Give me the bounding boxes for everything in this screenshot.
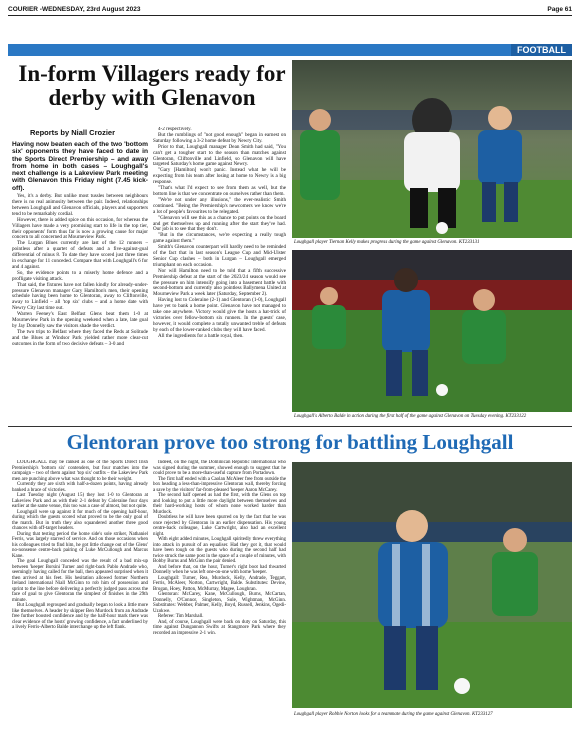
story2-paragraph: During that testing period the home side's sole striker, Nathaniel Ferris, was largely starved of service. And on those occasions when his colleagues tried to find him, he got little change out of the Glens' no-nonsense centre-back pairing of Luke McCullough and Marcus Kane.	[12, 531, 148, 559]
football-action-photo	[292, 462, 572, 708]
football-action-photo	[292, 60, 572, 238]
story1-paragraph: The two trips to Belfast where they faced the Reds at Solitude and the Blues at Windsor Park yielded rather more clear-cut outcomes in the form of two decisive defeats – 3-0 and	[12, 328, 148, 347]
story1-paragraph: However, there is added spice on this occasion, for whereas the Villagers have made a very promising start to life in the top tier, their opponents' form thus far is now a growing cause for major concern to all concerned at Mourneview Park.	[12, 216, 148, 241]
section-label: FOOTBALL	[511, 44, 572, 56]
story2-paragraph: And before that, on the hour, Turner's right boot had thwarted Donnelly when he was left one-on-one with home 'keeper.	[153, 564, 286, 575]
story1-paragraph: All the ingredients for a battle royal, then.	[158, 332, 244, 339]
story2-paragraph: Indeed, on the night, the Dominican Republic international who was signed during the summer, showed enough to suggest that he could prove to be a more-than-useful capture from Portadown.	[153, 460, 286, 476]
story1-paragraph: So, the evidence points to a miserly home defence and a profligate visiting attack.	[12, 269, 148, 282]
story2-column-1	[12, 460, 148, 732]
story2-paragraph: Currently they are sixth with half-a-dozen points, having already banked a brace of victories.	[12, 482, 148, 493]
story1-paragraph: "We're not under any illusions," the ever-realistic Smith continued. "Being the Premiership's newcomers we know we're a lot of people's favourites to be relegated.	[153, 196, 286, 215]
story1-headline: In-form Villagers ready for derby with Glenavon	[18, 61, 286, 110]
football-action-photo	[292, 250, 572, 412]
story2-paragraph: The goal Loughgall conceded was the result of a bad mix-up between 'keeper Borsini Turner and right-back Pablo Andrade who, seemingly having called for the ball, then appeared surprised when it then arrived at his feet. His hesitation allowed former Northern Ireland international Niall McGinn to rob him of possession and sprint to the line before delivering a perfectly judged pass across the face of goal to give Glentoran the simplest of finishes in the 29th minute.	[12, 559, 148, 603]
story1-paragraph: 4-2 respectively.	[158, 127, 192, 132]
story1-paragraph: "That's what I'd expect to see from them as well, but the bottom line is that we concentrate on ourselves rather than them.	[153, 185, 286, 197]
story2-column-2	[153, 460, 286, 732]
story1-paragraph: Nor will Hamilton need to be told that a fifth successive Premiership defeat at the start of the 2023/24 season would see the pressure on him intensify going into a basement battle with second-bottom and currently also pointless Ballymena United at Mourneview Park a week later (Saturday, September 2).	[153, 267, 286, 298]
photo-2-caption: Loughgall's Alberto Balde in action during the first half of the game against Glenavon on Tuesday evening. KT233122	[294, 414, 527, 419]
story1-paragraph: "Gary [Hamilton] won't panic. Instead what he will be expecting from his team after losing at home to Newry is a big response.	[153, 167, 286, 186]
story1-paragraph: Smith's Glenavon counterpart will hardly need to be reminded of the fact that in last season's League Cup and Mid-Ulster Senior Cup clashes – both in Lurgan – Loughgall emerged triumphant on each occasion.	[153, 244, 286, 268]
story1-paragraph: Prior to that, Loughgall manager Dean Smith had said, "You can't get a tougher start to the season than matches against Glentoran, Cliftonville and Linfield, so Glenavon will have targeted Saturday's home game against Newry.	[153, 143, 286, 168]
section-bar	[8, 44, 572, 56]
match-photo-1	[292, 60, 572, 238]
story1-column-2	[153, 127, 286, 421]
story2-paragraph: But Loughgall regrouped and gradually began to look a little more like themselves. A header by skipper Ben Murdock from an Andrade free further boosted confidence and by the half-hour mark there was clear evidence of the hosts' growing confidence, a fact underlined by a lively Ferris-Alberto Balde interchange up the left flank.	[12, 603, 148, 630]
photo-1-caption: Loughgall player Tiernan Kelly makes progress during the game against Glenavon. KT233131	[294, 240, 480, 245]
story1-lead: Having now beaten each of the two 'bottom six' opponents they have faced to date in the Sports Direct Premiership – and away from home in both cases – Loughgall's next challenge is a Lakeview Park meeting with Glenavon this Friday night (7.45 kick-off).	[12, 141, 148, 192]
story2-headline: Glentoran prove too strong for battling Loughgall	[66, 430, 514, 454]
story2-paragraph: Loughgall: Turner, Rea, Murdock, Kelly, Andrade, Teggart, Ferris, McAleer, Norton, Cartwright, Balde. Substitutes: Devine, Brogan, Hoey, Patton, McMurray, Magee, Loughran.	[153, 575, 286, 592]
match-photo-3	[292, 462, 572, 708]
story2-paragraph: The second half opened as had the first, with the Glens on top and looking to put a little more daylight between themselves and their hard-working hosts of whom none worked harder than Murdock.	[153, 493, 286, 515]
photo-3-caption: Loughgall player Robbie Norton looks for a teammate during the game against Glenavon. KT233127	[294, 712, 493, 717]
story1-paragraph: But the rumblings of "not good enough" began in earnest on Saturday following a 3-2 home defeat by Newry City.	[153, 131, 286, 144]
story1-paragraph: Warren Feeney's East Belfast Glens beat them 1-0 at Mourneview Park in the opening weekend when a late, late goal by Jay Donnelly saw the visitors shade the verdict.	[12, 311, 148, 330]
story1-byline: Reports by Niall Crozier	[30, 128, 116, 137]
story1-paragraph: Yes, it's a derby. But unlike most tussles between neighbours there is no real animosity between the pair. Indeed, relationships between Loughgall and Glenavon officials, players and supporters tend to be remarkably cordial.	[12, 193, 148, 217]
story2-paragraph: Referee: Tim Marshall.	[158, 614, 204, 619]
paper-dateline: COURIER -WEDNESDAY, 23rd August 2023	[8, 5, 141, 13]
story2-paragraph: Doubtless he will have been spurred on by the fact that he was once rejected by Glentoran in an earlier dispensation. His young centre-back colleague, Luke Cartwright, also had an excellent night.	[153, 515, 286, 537]
story2-paragraph: Loughgall were up against it for much of the opening half-hour, during which the guests scored what proved to be the only goal of the match. But in truth they also squandered another three good chances with off-target headers.	[12, 509, 148, 531]
story2-paragraph: Glentoran: McCarey, Kane, McCullough, Burns, McCartan, Donnelly, O'Connor, Singleton, Sule, Wightman, McGinn. Substitutes: Webber, Palmer, Kelly, Boyd, Russell, Jenkins, Ogedi-Uzokwe.	[153, 592, 286, 614]
story1-column-1	[12, 141, 148, 421]
story1-paragraph: That said, the fixtures have not fallen kindly for already-under-pressure Glenavon manager Gary Hamilton's men, their opening schedule having been home to Glentoran, away to Cliftonville, away to Linfield – all 'top six' clubs – and a home date with Newry City last time out.	[12, 281, 148, 312]
story-divider	[8, 426, 572, 427]
story2-paragraph: The first half ended with a Caolan McAleer free from outside the box heading a less-than-impressive Glentoran wall, thereby forcing a save by the visitors' far-from-pleased 'keeper Aaron McCarey.	[153, 476, 286, 493]
story1-paragraph: The Lurgan Blues currently are last of the 12 runners – pointless after a quartet of defeats and a five-against-goal differential of minus 8. To date they have scored just three times in exchange for 11 conceded. Compare that with Loughgall's 6 for and 4 against.	[12, 240, 148, 270]
match-photo-2	[292, 250, 572, 412]
story2-paragraph: With eight added minutes, Loughgall spiritedly threw everything into attack in pursuit of an equaliser. Had they got it, that would have been tough on the guests who during the second half had twice struck the same post in the space of a couple of minutes, with Bobby Burns and McGinn the pair denied.	[153, 537, 286, 564]
story1-paragraph: Having lost to Coleraine (2-1) and Glentoran (1-0), Loughgall have yet to bank a home point. Glenavon have not managed to take one anywhere. Victory would give the hosts a hat-trick of victories over fellow-bottom six runners. In the guests' case, however, it would complete a totally unwanted treble of defeats by each of the lower-ranked clubs they will have faced.	[153, 297, 286, 333]
story1-paragraph: "But in the circumstances, we're expecting a really tough game against them."	[153, 232, 286, 245]
page-number: Page 61	[547, 5, 572, 13]
page-header	[8, 4, 572, 14]
story2-paragraph: LOUGHGALL may be ranked as one of the Sports Direct Irish Premiership's 'bottom six' contenders, but four matches into the campaign – two of them against 'top six' outfits – the Lakeview Park men are punching above what was thought to be their weight.	[12, 460, 148, 482]
story2-paragraph: And, of course, Loughgall were back on duty on Saturday, this time against Dungannon Swifts at Stangmore Park where they recorded an impressive 2-1 win.	[153, 619, 286, 636]
header-rule	[8, 15, 572, 16]
story2-paragraph: Last Tuesday night (August 15) they lost 1-0 to Glentoran at Lakeview Park and as with their 2-1 defeat by Coleraine four days earlier at the same venue, this too was a case of almost, but not quite.	[12, 493, 148, 509]
story1-paragraph: "Glenavon will see this as a chance to put points on the board and get themselves up and running after the start they've had. Our job is to see that they don't.	[153, 214, 286, 233]
